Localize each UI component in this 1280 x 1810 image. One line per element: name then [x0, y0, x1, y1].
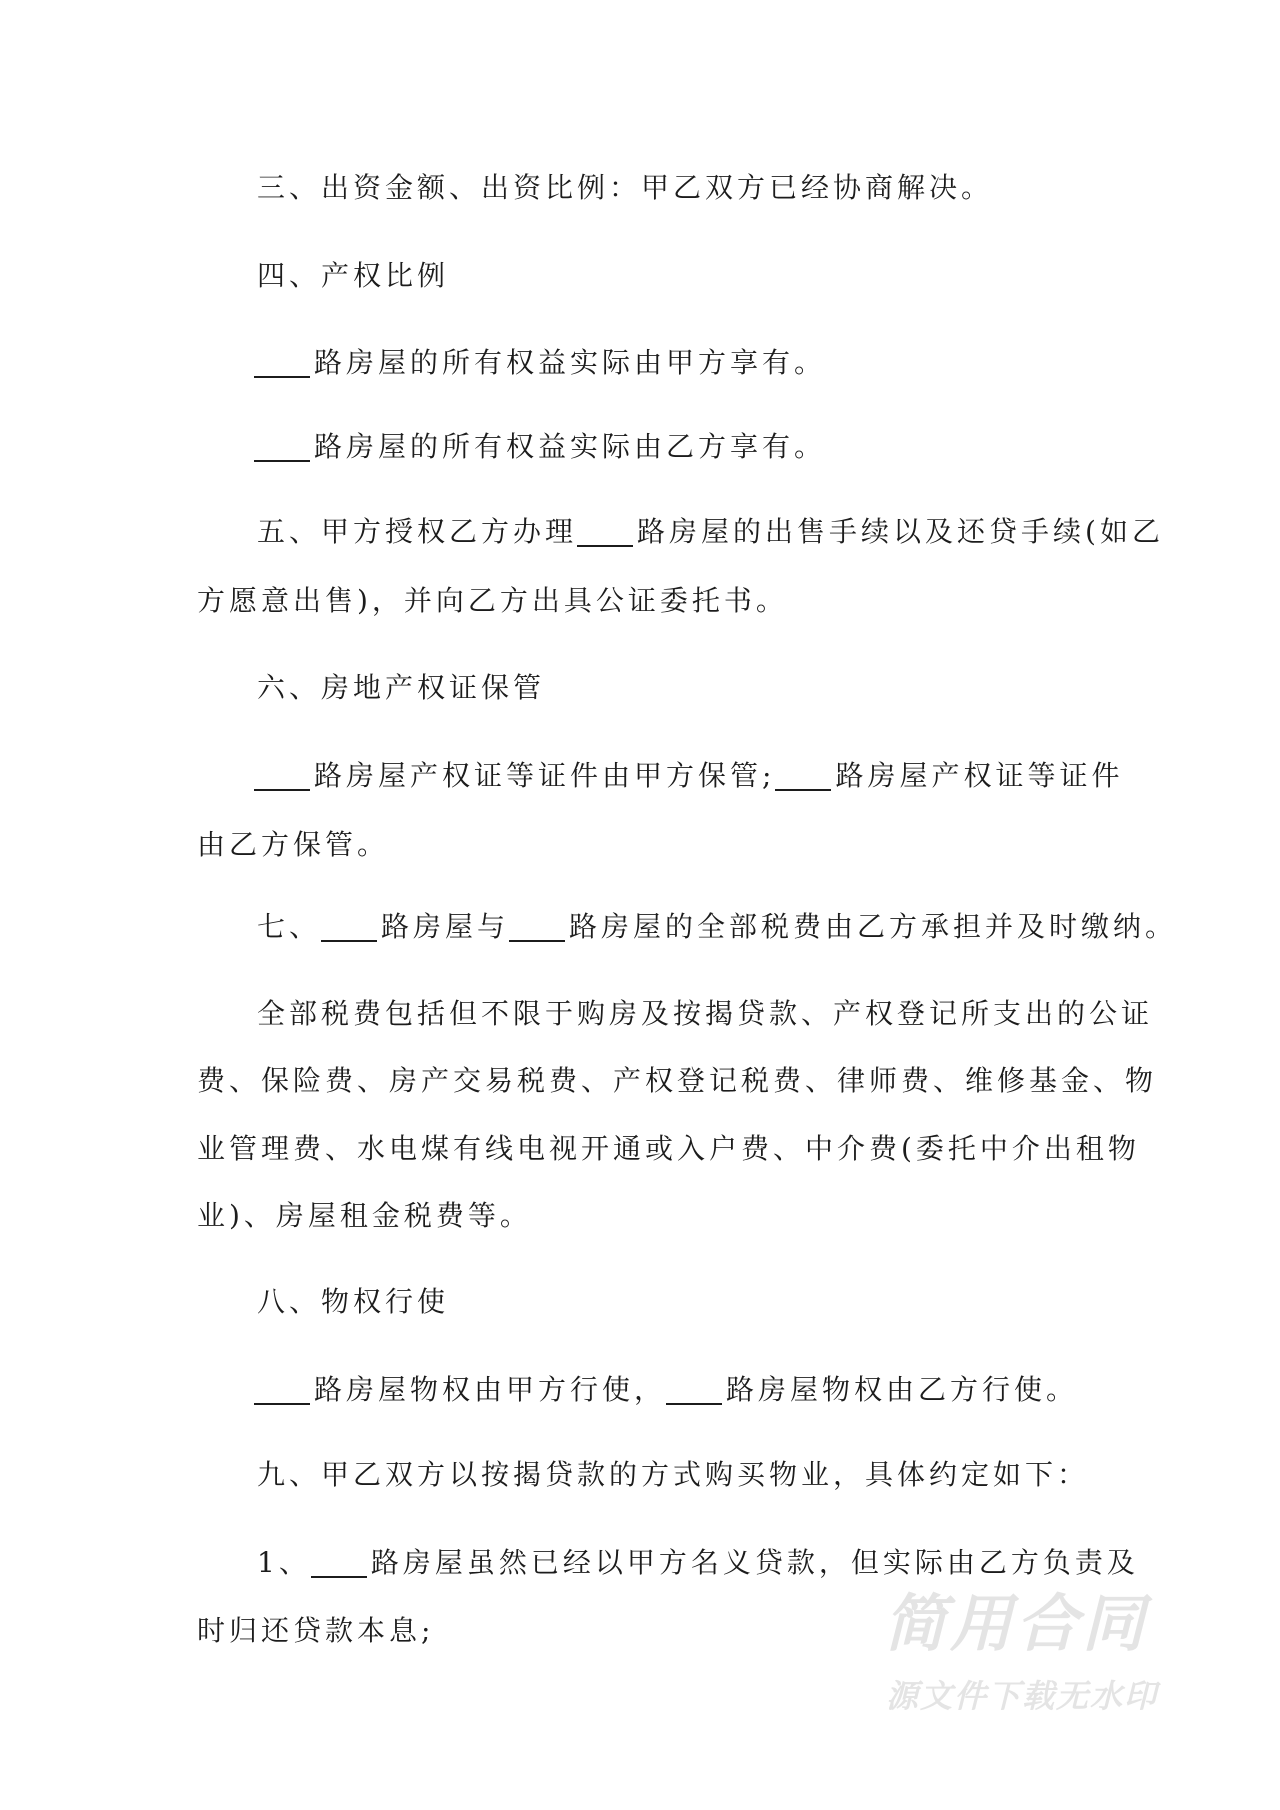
line-text: 五、甲方授权乙方办理 [257, 515, 578, 548]
line-text: 由乙方保管。 [197, 828, 390, 861]
fill-in-blank [254, 460, 310, 462]
line-text: 路房屋的所有权益实际由乙方享有。 [314, 430, 827, 463]
section-8-heading [257, 1282, 449, 1322]
fill-in-blank [666, 1403, 722, 1405]
clause-9-1-line-1 [257, 1543, 1139, 1583]
line-text: 路房屋物权由乙方行使。 [726, 1373, 1079, 1406]
ownership-party-a [254, 343, 826, 383]
ownership-party-b [254, 427, 826, 467]
line-text: 路房屋产权证等证件由甲方保管; [314, 759, 776, 792]
line-text: 路房屋与 [381, 910, 510, 943]
line-text: 费、保险费、房产交易税费、产权登记税费、律师费、维修基金、物 [197, 1064, 1158, 1097]
line-text: 四、产权比例 [257, 259, 450, 292]
line-text: 七、 [257, 910, 322, 943]
line-text: 路房屋产权证等证件 [835, 759, 1124, 792]
property-rights-exercise [254, 1370, 1078, 1410]
line-text: 路房屋的全部税费由乙方承担并及时缴纳。 [569, 910, 1178, 943]
fill-in-blank [509, 940, 565, 942]
section-4-heading [257, 256, 449, 296]
section-9-heading [257, 1455, 1089, 1495]
line-text: 六、房地产权证保管 [257, 671, 546, 704]
fill-in-blank [254, 789, 310, 791]
watermark-title: 简用合同 [884, 1587, 1149, 1660]
fill-in-blank [311, 1576, 367, 1578]
line-text: 路房屋的所有权益实际由甲方享有。 [314, 346, 827, 379]
line-text: 九、甲乙双方以按揭贷款的方式购买物业，具体约定如下： [257, 1458, 1090, 1491]
line-text: 八、物权行使 [257, 1285, 450, 1318]
fill-in-blank [254, 1403, 310, 1405]
fill-in-blank [577, 545, 633, 547]
line-text: 方愿意出售)，并向乙方出具公证委托书。 [197, 584, 788, 617]
section-7-heading [257, 907, 1177, 947]
tax-list-line-2 [197, 1061, 1157, 1101]
line-text: 路房屋物权由甲方行使， [314, 1373, 667, 1406]
section-5-line-1 [257, 512, 1164, 552]
tax-list-line-1 [257, 994, 1153, 1034]
tax-list-line-3 [197, 1129, 1140, 1169]
section-6-heading [257, 668, 545, 708]
fill-in-blank [254, 376, 310, 378]
line-text: 时归还贷款本息; [197, 1614, 435, 1647]
fill-in-blank [775, 789, 831, 791]
line-text: 三、出资金额、出资比例：甲乙双方已经协商解决。 [257, 171, 994, 204]
certificate-custody-line-1 [254, 756, 1123, 796]
line-text: 业管理费、水电煤有线电视开通或入户费、中介费(委托中介出租物 [197, 1132, 1140, 1165]
line-text: 路房屋的出售手续以及还贷手续(如乙 [637, 515, 1164, 548]
line-text: 1、 [257, 1546, 311, 1579]
section-5-line-2 [197, 581, 788, 621]
certificate-custody-line-2 [197, 825, 389, 865]
line-text: 业)、房屋租金税费等。 [197, 1199, 532, 1232]
tax-list-line-4 [197, 1196, 532, 1236]
clause-9-1-line-2 [197, 1611, 434, 1651]
line-text: 全部税费包括但不限于购房及按揭贷款、产权登记所支出的公证 [257, 997, 1154, 1030]
watermark-subtitle: 源文件下载无水印 [886, 1677, 1159, 1715]
fill-in-blank [321, 940, 377, 942]
line-text: 路房屋虽然已经以甲方名义贷款，但实际由乙方负责及 [370, 1546, 1139, 1579]
section-3-heading [257, 168, 993, 208]
